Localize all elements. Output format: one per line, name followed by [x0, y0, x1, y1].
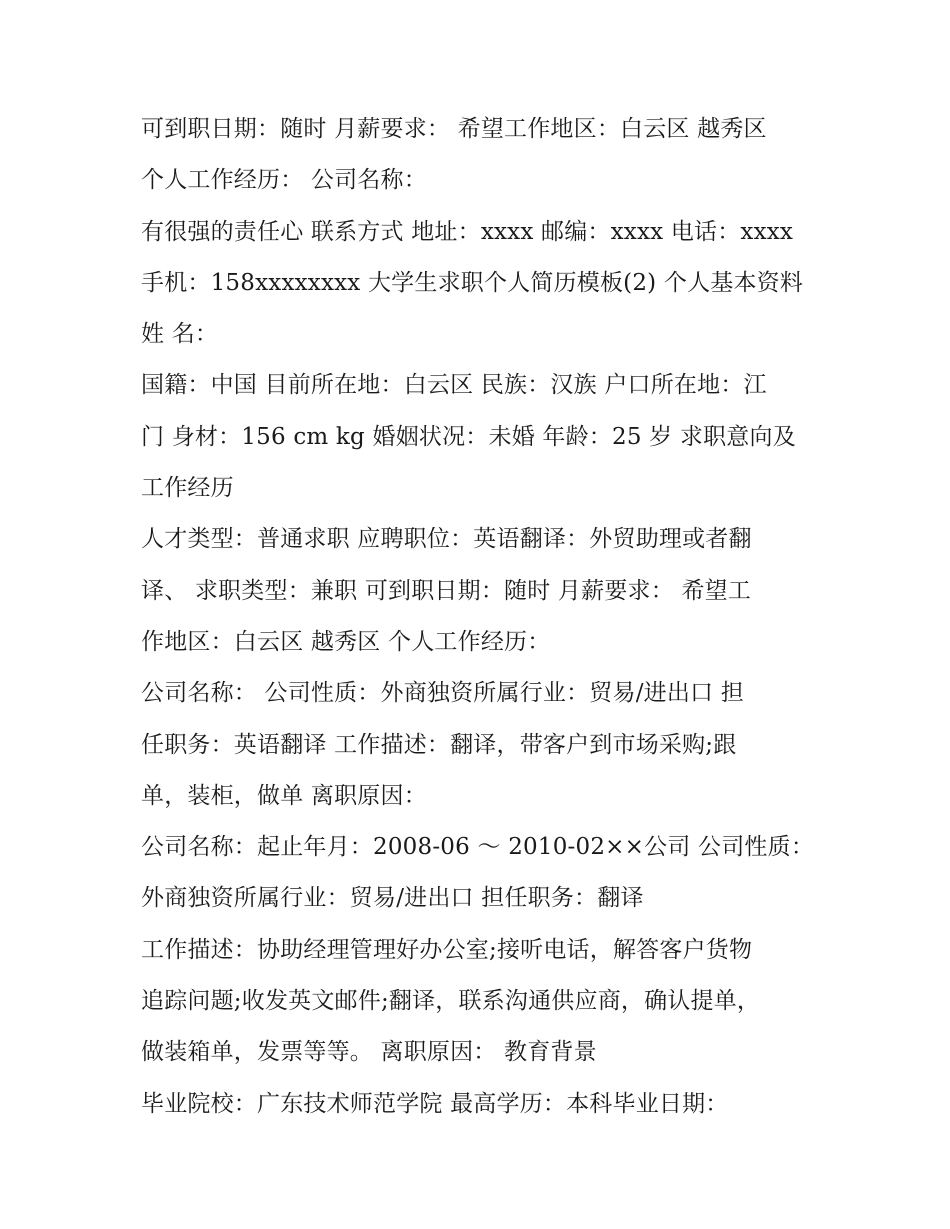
text-line: 毕业院校：广东技术师范学院 最高学历：本科毕业日期： — [141, 1090, 729, 1117]
text-line: 追踪问题;收发英文邮件;翻译，联系沟通供应商，确认提单， — [141, 988, 761, 1015]
text-line: 工作描述：协助经理管理好办公室;接听电话，解答客户货物 — [141, 936, 753, 963]
text-line: 手机：158xxxxxxxx 大学生求职个人简历模板(2) 个人基本资料 — [141, 269, 804, 296]
text-line: 译、 求职类型：兼职 可到职日期：随时 月薪要求： 希望工 — [141, 577, 752, 604]
text-line: 公司名称：起止年月：2008-06 ～ 2010-02××公司 公司性质： — [141, 834, 815, 861]
text-line: 国籍：中国 目前所在地：白云区 民族：汉族 户口所在地：江 — [141, 372, 767, 399]
text-line: 作地区：白云区 越秀区 个人工作经历： — [141, 628, 551, 655]
text-line: 做装箱单，发票等等。 离职原因： 教育背景 — [141, 1039, 597, 1066]
text-line: 任职务：英语翻译 工作描述：翻译，带客户到市场采购;跟 — [141, 731, 737, 758]
text-line: 个人工作经历： 公司名称： — [141, 167, 427, 194]
text-line: 外商独资所属行业：贸易/进出口 担任职务：翻译 — [141, 885, 644, 912]
text-line: 姓 名： — [141, 321, 219, 348]
document-body — [141, 104, 816, 1130]
text-line: 有很强的责任心 联系方式 地址：xxxx 邮编：xxxx 电话：xxxx — [141, 218, 794, 245]
text-line: 单，装柜，做单 离职原因： — [141, 782, 427, 809]
text-line: 门 身材：156 cm kg 婚姻状况：未婚 年龄：25 岁 求职意向及 — [141, 423, 796, 450]
text-line: 公司名称： 公司性质：外商独资所属行业：贸易/进出口 担 — [141, 680, 744, 707]
text-line: 人才类型：普通求职 应聘职位：英语翻译：外贸助理或者翻 — [141, 526, 752, 553]
text-line: 工作经历 — [141, 475, 234, 502]
text-line: 可到职日期：随时 月薪要求： 希望工作地区：白云区 越秀区 — [141, 116, 767, 142]
